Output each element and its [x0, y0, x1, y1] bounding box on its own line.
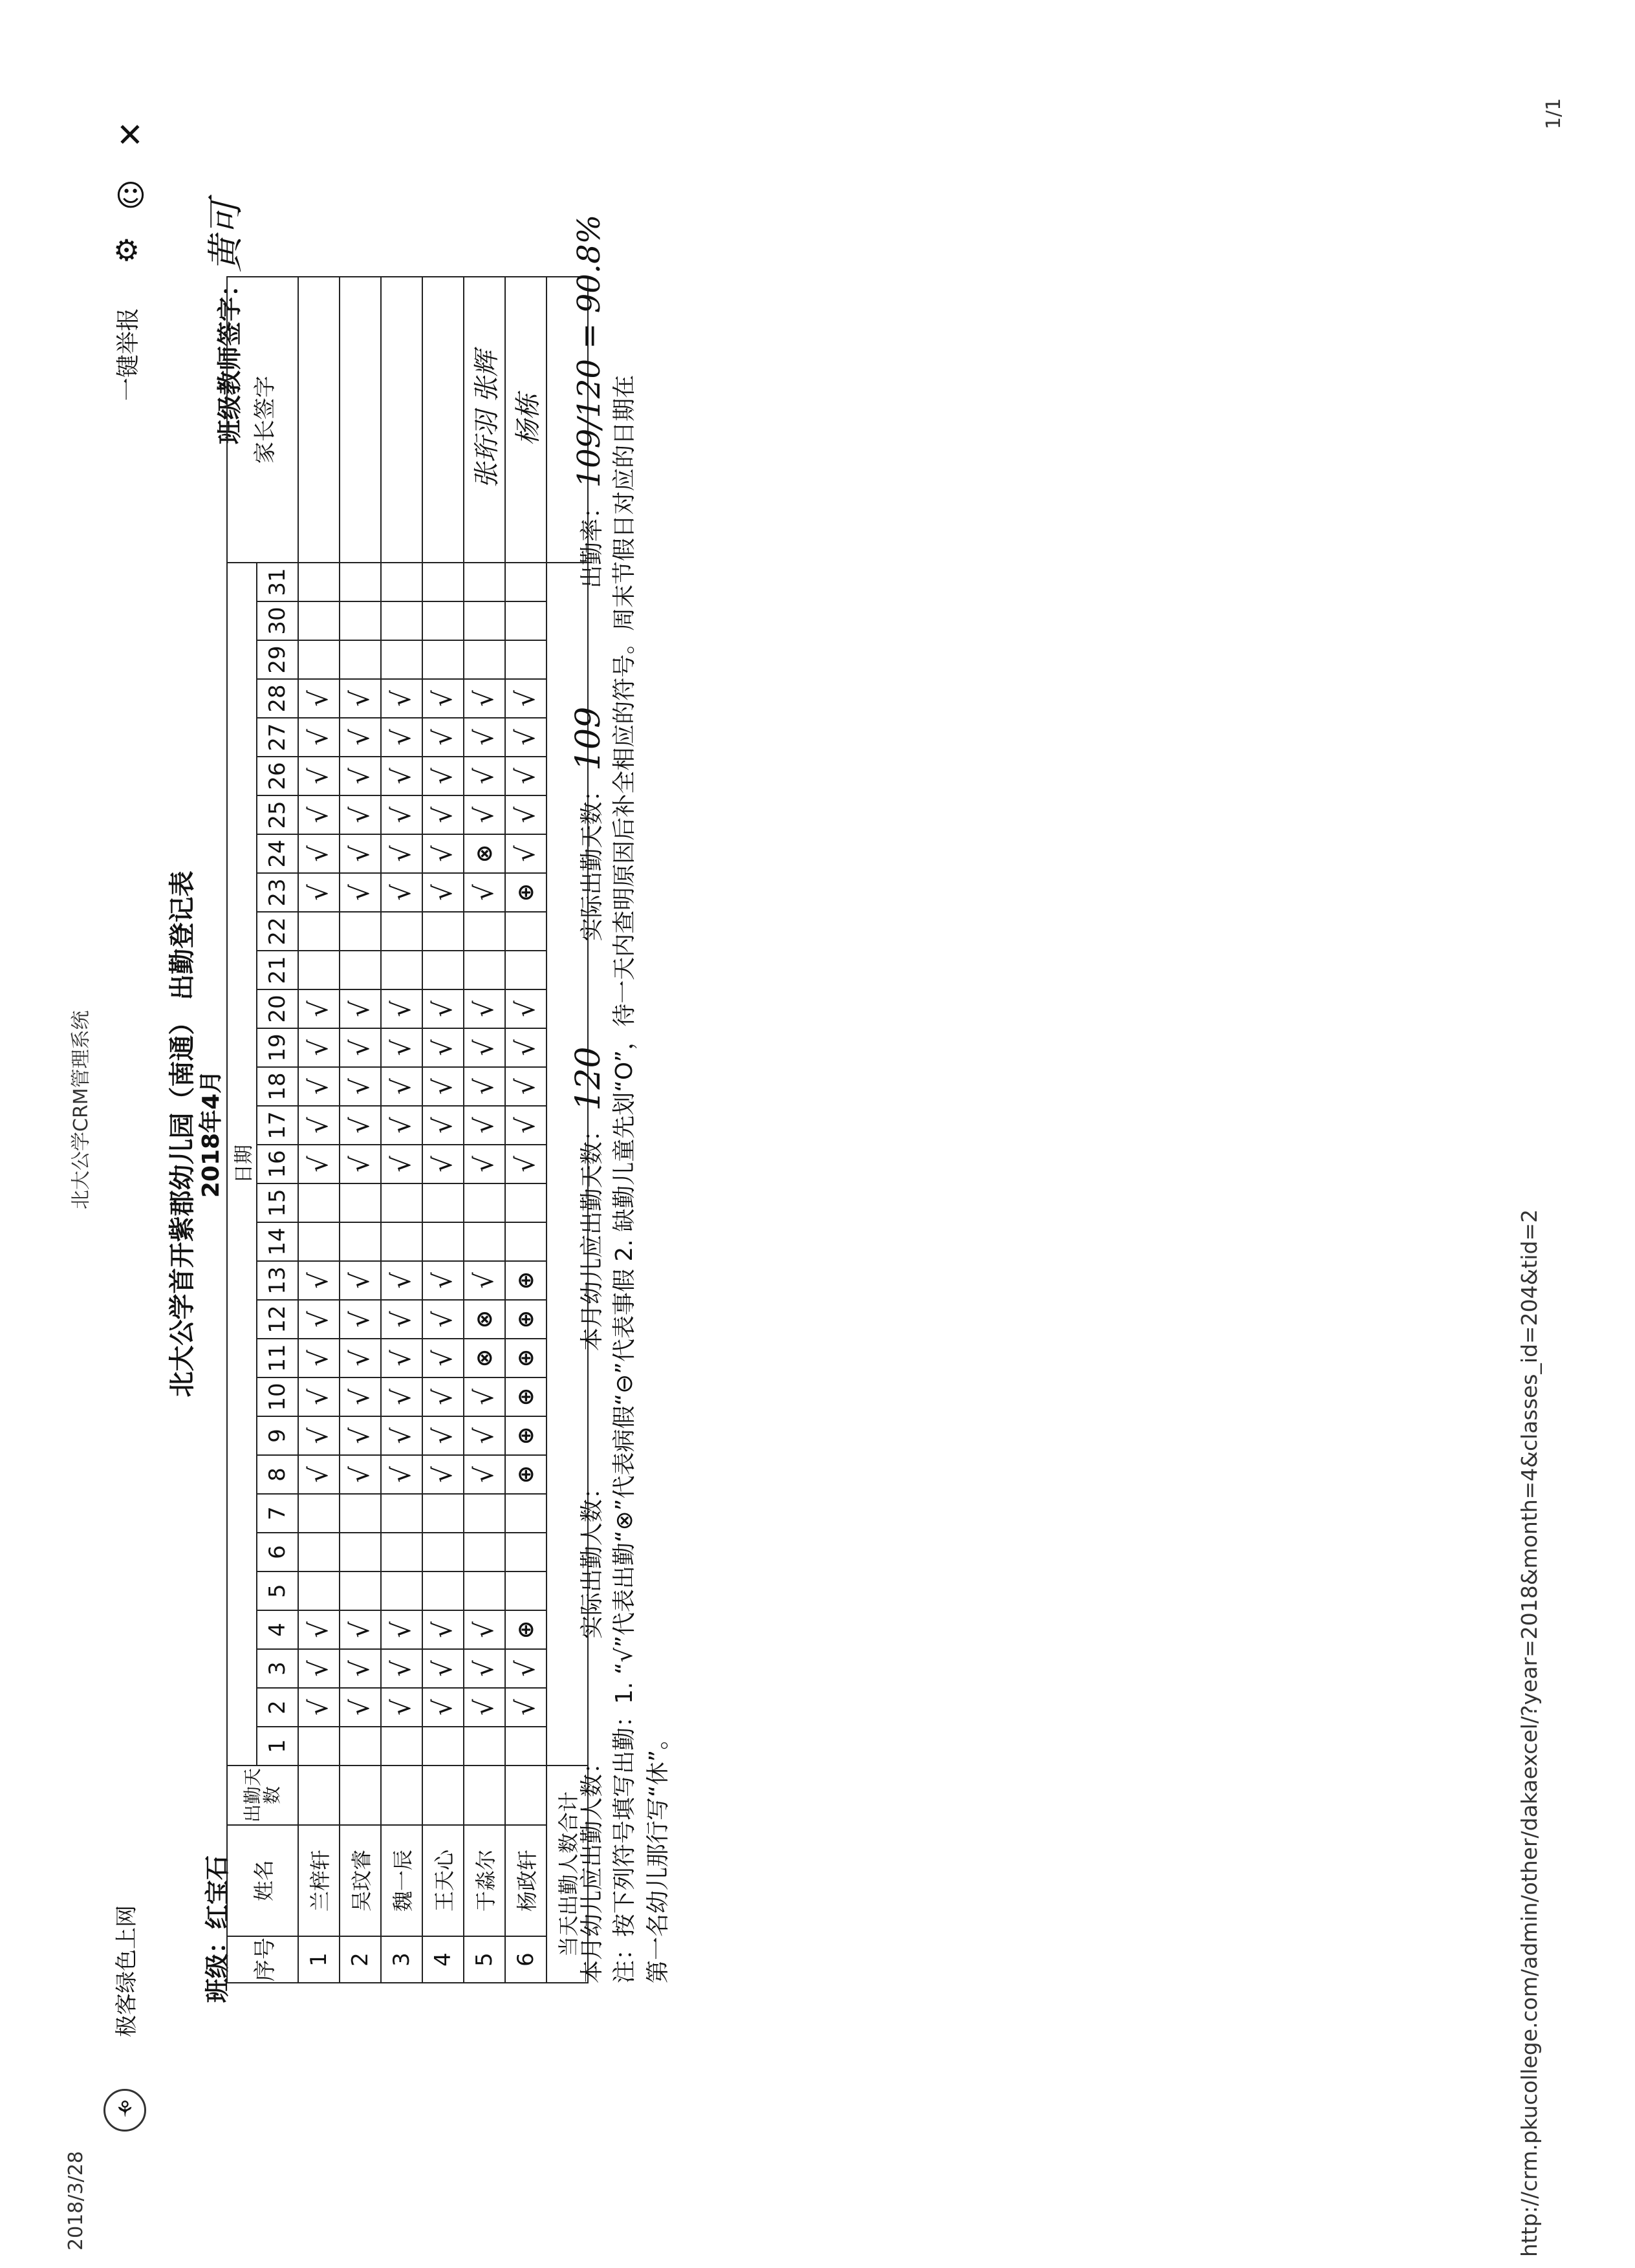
attendance-mark: ⊕ [505, 1455, 547, 1494]
day-header-27: 27 [257, 718, 298, 757]
should-count-label: 本月幼儿应出勤人数： [579, 1750, 605, 1983]
attendance-mark: √ [464, 1455, 505, 1494]
attendance-mark [298, 1727, 340, 1766]
header-name: 姓名 [227, 1825, 298, 1936]
row-name: 魏一辰 [381, 1825, 422, 1936]
attendance-mark: √ [505, 757, 547, 795]
attendance-mark [505, 1727, 547, 1766]
attendance-mark [422, 1727, 464, 1766]
print-url[interactable]: http://crm.pkucollege.com/admin/other/dakaexcel/?year=2018&month=4&classes_id=204&tid=2 [1517, 1209, 1542, 2257]
attendance-mark: √ [298, 1067, 340, 1106]
attendance-mark: √ [464, 1028, 505, 1067]
attendance-mark: √ [422, 834, 464, 873]
attendance-mark: √ [464, 1416, 505, 1455]
print-system-title: 北大公学CRM管理系统 [70, 1010, 92, 1209]
attendance-mark [340, 912, 381, 951]
attendance-mark [422, 1494, 464, 1533]
attendance-mark [298, 951, 340, 989]
attendance-mark: √ [298, 1377, 340, 1416]
attendance-mark: √ [505, 989, 547, 1028]
attendance-mark [298, 601, 340, 640]
class-name: 红宝石 [203, 1855, 232, 1929]
attendance-mark: √ [505, 1067, 547, 1106]
attendance-mark [381, 563, 422, 601]
attendance-mark [381, 1571, 422, 1610]
attendance-mark [422, 601, 464, 640]
attendance-mark [505, 912, 547, 951]
attendance-mark: √ [381, 873, 422, 912]
row-name: 杨政轩 [505, 1825, 547, 1936]
actual-days-label: 实际出勤天数： [579, 778, 605, 942]
attendance-mark: √ [464, 989, 505, 1028]
attendance-mark: √ [340, 1455, 381, 1494]
attendance-mark [381, 912, 422, 951]
day-header-21: 21 [257, 951, 298, 989]
attendance-mark [505, 1494, 547, 1533]
attendance-mark [381, 1494, 422, 1533]
attendance-mark: √ [340, 1377, 381, 1416]
smile-icon[interactable]: ☺ [115, 178, 146, 213]
attendance-mark: ⊗ [464, 834, 505, 873]
attendance-mark: √ [505, 1688, 547, 1727]
attendance-mark: √ [298, 1339, 340, 1377]
row-name: 王天心 [422, 1825, 464, 1936]
day-header-19: 19 [257, 1028, 298, 1067]
row-days [298, 1766, 340, 1825]
attendance-mark [505, 640, 547, 679]
attendance-mark [464, 912, 505, 951]
attendance-mark: √ [298, 1649, 340, 1688]
table-row [381, 277, 422, 1983]
attendance-mark: √ [422, 679, 464, 718]
header-parent-sign: 家长签字 [227, 277, 298, 563]
attendance-mark: √ [298, 795, 340, 834]
row-name: 兰梓轩 [298, 1825, 340, 1936]
attendance-mark: √ [422, 1106, 464, 1145]
attendance-mark [298, 912, 340, 951]
attendance-mark [464, 1494, 505, 1533]
attendance-mark [340, 601, 381, 640]
attendance-mark: √ [298, 1028, 340, 1067]
attendance-mark [298, 1222, 340, 1261]
attendance-mark: √ [340, 1028, 381, 1067]
attendance-mark: √ [340, 834, 381, 873]
day-header-28: 28 [257, 679, 298, 718]
attendance-mark: ⊕ [505, 873, 547, 912]
rate-label: 出勤率： [579, 495, 605, 589]
attendance-mark: √ [340, 1339, 381, 1377]
attendance-mark [340, 1494, 381, 1533]
attendance-mark [381, 640, 422, 679]
attendance-mark: √ [340, 1145, 381, 1183]
attendance-mark: √ [505, 795, 547, 834]
attendance-mark: √ [464, 679, 505, 718]
attendance-mark [381, 1727, 422, 1766]
attendance-mark: √ [340, 1649, 381, 1688]
attendance-mark: √ [422, 1688, 464, 1727]
attendance-mark: √ [422, 1145, 464, 1183]
attendance-mark: √ [464, 1261, 505, 1300]
day-header-18: 18 [257, 1067, 298, 1106]
attendance-mark [422, 912, 464, 951]
should-days-value: 120 [569, 1046, 608, 1111]
attendance-mark: √ [298, 834, 340, 873]
attendance-mark [422, 563, 464, 601]
attendance-mark: √ [381, 1261, 422, 1300]
day-header-17: 17 [257, 1106, 298, 1145]
header-seq: 序号 [227, 1936, 298, 1983]
row-days [381, 1766, 422, 1825]
attendance-mark: √ [422, 873, 464, 912]
day-header-10: 10 [257, 1377, 298, 1416]
attendance-mark [298, 563, 340, 601]
attendance-mark: √ [298, 757, 340, 795]
sheet-month: 2018年4月 [198, 1070, 224, 1198]
attendance-mark: √ [381, 795, 422, 834]
attendance-mark [298, 640, 340, 679]
attendance-mark: √ [340, 989, 381, 1028]
attendance-mark: √ [422, 757, 464, 795]
row-seq: 4 [422, 1936, 464, 1983]
attendance-mark [381, 1533, 422, 1571]
row-days [340, 1766, 381, 1825]
attendance-mark [422, 1183, 464, 1222]
attendance-mark [505, 1222, 547, 1261]
day-header-9: 9 [257, 1416, 298, 1455]
attendance-mark [464, 1727, 505, 1766]
day-header-12: 12 [257, 1300, 298, 1339]
gear-icon[interactable]: ⚙ [113, 233, 140, 268]
attendance-mark: √ [298, 679, 340, 718]
attendance-table [226, 276, 589, 1983]
total-row-label: 当天出勤人数合计 [547, 1766, 588, 1983]
actual-days-value: 109 [569, 706, 608, 772]
attendance-mark: √ [340, 1610, 381, 1649]
row-seq: 2 [340, 1936, 381, 1983]
day-header-11: 11 [257, 1339, 298, 1377]
attendance-mark [381, 1183, 422, 1222]
sheet-title: 北大公学首开紫郡幼儿园（南通） 出勤登记表 [168, 870, 197, 1398]
row-seq: 3 [381, 1936, 422, 1983]
attendance-mark: √ [381, 718, 422, 757]
attendance-mark: √ [505, 1028, 547, 1067]
attendance-mark: √ [381, 1339, 422, 1377]
day-header-3: 3 [257, 1649, 298, 1688]
attendance-mark: ⊗ [464, 1300, 505, 1339]
attendance-mark: √ [422, 795, 464, 834]
day-header-1: 1 [257, 1727, 298, 1766]
attendance-mark [505, 1183, 547, 1222]
attendance-mark [505, 951, 547, 989]
attendance-mark: ⊗ [464, 1339, 505, 1377]
attendance-mark: √ [298, 989, 340, 1028]
attendance-mark: √ [381, 1145, 422, 1183]
attendance-mark [422, 1571, 464, 1610]
attendance-mark: √ [298, 1145, 340, 1183]
table-row [464, 277, 505, 1983]
attendance-mark: √ [422, 1416, 464, 1455]
attendance-mark: √ [464, 873, 505, 912]
attendance-mark: √ [340, 873, 381, 912]
row-name: 吴玟睿 [340, 1825, 381, 1936]
close-icon[interactable]: ✕ [116, 116, 144, 154]
attendance-mark: √ [505, 718, 547, 757]
attendance-mark: ⊕ [505, 1261, 547, 1300]
table-row [422, 277, 464, 1983]
header-days: 出勤天数 [227, 1766, 298, 1825]
day-header-20: 20 [257, 989, 298, 1028]
attendance-mark [422, 951, 464, 989]
attendance-mark: ⊕ [505, 1610, 547, 1649]
class-label: 班级： [203, 1928, 232, 2003]
row-days [464, 1766, 505, 1825]
attendance-mark: ⊕ [505, 1339, 547, 1377]
day-header-16: 16 [257, 1145, 298, 1183]
attendance-mark: √ [422, 1067, 464, 1106]
attendance-mark [464, 1571, 505, 1610]
parent-signature [340, 277, 381, 563]
attendance-mark: √ [340, 718, 381, 757]
attendance-mark: √ [340, 1688, 381, 1727]
attendance-mark: √ [381, 757, 422, 795]
attendance-mark: √ [422, 1649, 464, 1688]
summary-line [569, 215, 608, 1983]
attendance-mark: √ [464, 1106, 505, 1145]
day-header-6: 6 [257, 1533, 298, 1571]
attendance-mark: √ [381, 1416, 422, 1455]
day-header-4: 4 [257, 1610, 298, 1649]
attendance-mark [340, 640, 381, 679]
attendance-mark: √ [340, 1416, 381, 1455]
attendance-mark [340, 563, 381, 601]
attendance-mark [464, 601, 505, 640]
attendance-mark [298, 1571, 340, 1610]
attendance-mark: √ [381, 1028, 422, 1067]
parent-signature [298, 277, 340, 563]
attendance-mark [505, 1533, 547, 1571]
day-header-5: 5 [257, 1571, 298, 1610]
attendance-mark [340, 951, 381, 989]
attendance-mark: ⊕ [505, 1416, 547, 1455]
attendance-mark: √ [505, 1649, 547, 1688]
attendance-mark [464, 563, 505, 601]
attendance-mark: √ [381, 1610, 422, 1649]
attendance-mark [505, 1571, 547, 1610]
attendance-mark [298, 1183, 340, 1222]
attendance-mark: √ [340, 1300, 381, 1339]
attendance-mark: √ [381, 1377, 422, 1416]
attendance-mark: √ [422, 1377, 464, 1416]
attendance-mark: √ [464, 757, 505, 795]
attendance-mark: √ [464, 718, 505, 757]
attendance-mark: √ [381, 1455, 422, 1494]
day-header-24: 24 [257, 834, 298, 873]
parent-signature [422, 277, 464, 563]
attendance-mark: √ [422, 989, 464, 1028]
attendance-mark [422, 640, 464, 679]
day-header-31: 31 [257, 563, 298, 601]
teacher-sign-label: 班级教师签字： [215, 272, 244, 444]
attendance-mark: √ [422, 1339, 464, 1377]
attendance-mark: √ [381, 679, 422, 718]
attendance-mark: √ [298, 1610, 340, 1649]
parent-signature: 杨栋 [505, 277, 547, 563]
attendance-mark: √ [464, 795, 505, 834]
day-header-29: 29 [257, 640, 298, 679]
attendance-mark [464, 640, 505, 679]
day-header-13: 13 [257, 1261, 298, 1300]
table-row [298, 277, 340, 1983]
attendance-mark: √ [298, 1688, 340, 1727]
print-date: 2018/3/28 [65, 2151, 87, 2251]
attendance-mark: √ [505, 679, 547, 718]
attendance-mark [422, 1533, 464, 1571]
attendance-mark [298, 1533, 340, 1571]
attendance-mark: √ [340, 795, 381, 834]
teacher-signature: 黄可 [205, 199, 247, 272]
row-seq: 1 [298, 1936, 340, 1983]
attendance-mark: √ [422, 1455, 464, 1494]
header-date: 日期 [227, 563, 257, 1766]
attendance-mark: √ [464, 1688, 505, 1727]
attendance-mark: √ [464, 1649, 505, 1688]
attendance-mark [505, 601, 547, 640]
notes: 注：按下列符号填写出勤：1. “√”代表出勤“⊗”代表病假“⊖”代表事假 2. 缺勤儿童先划“O”，待一天内查明原因后补全相应的符号。周末节假日对应的日期在第一名幼儿那行写“休”。 [611, 374, 671, 1983]
attendance-mark: √ [298, 873, 340, 912]
day-header-25: 25 [257, 795, 298, 834]
attendance-mark: √ [340, 1067, 381, 1106]
attendance-mark [340, 1183, 381, 1222]
attendance-mark: √ [298, 1416, 340, 1455]
attendance-mark: √ [464, 1377, 505, 1416]
attendance-mark: √ [298, 1455, 340, 1494]
attendance-mark: √ [464, 1610, 505, 1649]
day-header-7: 7 [257, 1494, 298, 1533]
row-name: 于淼尔 [464, 1825, 505, 1936]
attendance-mark [464, 1222, 505, 1261]
row-days [422, 1766, 464, 1825]
attendance-mark [340, 1571, 381, 1610]
report-button[interactable]: 一键举报 [115, 307, 142, 401]
rate-value: 109/120 = 90.8% [571, 214, 607, 488]
attendance-mark: √ [298, 1106, 340, 1145]
attendance-mark: √ [381, 1067, 422, 1106]
attendance-mark: √ [422, 1610, 464, 1649]
attendance-mark [381, 1222, 422, 1261]
should-days-label: 本月幼儿应出勤天数： [579, 1118, 605, 1352]
attendance-mark [505, 563, 547, 601]
attendance-mark [381, 601, 422, 640]
attendance-mark [464, 951, 505, 989]
attendance-mark: √ [464, 1145, 505, 1183]
student-rows [298, 277, 547, 1983]
attendance-mark: √ [464, 1067, 505, 1106]
day-header-8: 8 [257, 1455, 298, 1494]
day-header-15: 15 [257, 1183, 298, 1222]
attendance-mark: √ [381, 1106, 422, 1145]
row-days [505, 1766, 547, 1825]
attendance-mark [464, 1533, 505, 1571]
attendance-mark: √ [505, 834, 547, 873]
table-row [505, 277, 547, 1983]
print-page-number: 1/1 [1543, 98, 1565, 129]
day-header-26: 26 [257, 757, 298, 795]
attendance-mark: √ [381, 1300, 422, 1339]
attendance-mark: √ [422, 1300, 464, 1339]
table-row [340, 277, 381, 1983]
attendance-mark: √ [340, 757, 381, 795]
attendance-mark: √ [505, 1106, 547, 1145]
day-header-14: 14 [257, 1222, 298, 1261]
attendance-mark: √ [298, 1300, 340, 1339]
attendance-mark: √ [381, 1649, 422, 1688]
attendance-mark: √ [381, 989, 422, 1028]
parent-signature: 张珩羽 张辉 [464, 277, 505, 563]
attendance-mark: √ [340, 1261, 381, 1300]
attendance-mark [340, 1533, 381, 1571]
row-seq: 6 [505, 1936, 547, 1983]
attendance-mark [422, 1222, 464, 1261]
row-seq: 5 [464, 1936, 505, 1983]
attendance-mark: √ [422, 1028, 464, 1067]
attendance-mark: √ [505, 1145, 547, 1183]
actual-count-label: 实际出勤人数： [579, 1476, 605, 1639]
day-header-30: 30 [257, 601, 298, 640]
attendance-mark [340, 1222, 381, 1261]
attendance-mark: √ [381, 1688, 422, 1727]
attendance-mark: √ [422, 1261, 464, 1300]
attendance-mark: √ [422, 718, 464, 757]
browser-brand: 极客绿色上网 [114, 1905, 140, 2037]
attendance-mark: √ [340, 679, 381, 718]
day-header-22: 22 [257, 912, 298, 951]
attendance-mark: ⊕ [505, 1300, 547, 1339]
parent-signature [381, 277, 422, 563]
attendance-mark: √ [381, 834, 422, 873]
attendance-mark [464, 1183, 505, 1222]
attendance-mark: √ [298, 718, 340, 757]
day-header-23: 23 [257, 873, 298, 912]
attendance-mark [340, 1727, 381, 1766]
day-header-2: 2 [257, 1688, 298, 1727]
attendance-mark: √ [298, 1261, 340, 1300]
attendance-mark [381, 951, 422, 989]
attendance-mark [298, 1494, 340, 1533]
brand-logo-icon: ⚘ [103, 2089, 146, 2132]
attendance-mark: √ [340, 1106, 381, 1145]
attendance-mark: ⊕ [505, 1377, 547, 1416]
